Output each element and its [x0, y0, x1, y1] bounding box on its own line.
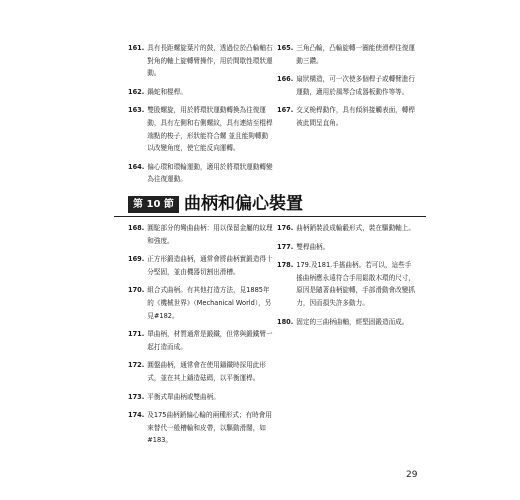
entry — [277, 259, 417, 309]
section-number-badge: 第 10 節 — [128, 196, 179, 213]
section-title: 曲柄和偏心裝置 — [184, 194, 303, 214]
entry — [277, 73, 417, 98]
page-number: 29 — [406, 470, 418, 480]
entry-number: 163. — [128, 106, 145, 115]
entry-text: 179.及181.手搖曲柄。若可以，這些手搖曲柄應永遠符合手用鬆散木環的尺寸，原因是隨著曲柄旋轉，手部滑動會改變抓力，因而損失許多動力。 — [296, 261, 415, 307]
entry — [128, 86, 274, 99]
entry-text: 固定的三曲柄曲軸，經堅固鍛造而成。 — [296, 317, 409, 326]
entry-text: 三角凸輪，凸輪旋轉一圈能使滑桿往復運動三鑽。 — [296, 44, 415, 65]
entries-column-bottom-right — [277, 222, 417, 334]
entry-number: 173. — [128, 392, 145, 401]
entry-text: 圓盤曲柄，通常會在使用鑄鐵時採用此形式，並在其上鑄造砝碼，以平衡運桿。 — [147, 361, 266, 382]
entry — [128, 359, 274, 384]
entry — [128, 328, 274, 353]
entries-column-top-left — [128, 42, 274, 192]
entry-text: 扇狀構造，可一次使多個桿子或轉臂進行運動，適用於風琴合成器板動作等等。 — [296, 75, 415, 96]
entry-number: 171. — [128, 330, 145, 339]
entry-text: 正方形鍛造曲柄，通常會將曲柄實鍛造得十分堅固，並由機器切割出滑槽。 — [147, 255, 273, 276]
entry-number: 166. — [277, 75, 294, 84]
entry-text: 單曲柄，材質通常是鍛鐵，但常與鍛鐵臂一起打造而成。 — [147, 330, 273, 351]
entry-number: 168. — [128, 224, 145, 232]
entry-text: 及175曲柄銷偏心輪的兩種形式；有時會用來替代一般槽輪和皮帶，以驅動滑闊，如#183。 — [147, 411, 272, 445]
entry — [128, 222, 274, 247]
entry-number: 170. — [128, 286, 145, 295]
entry-number: 164. — [128, 162, 145, 171]
entry-number: 174. — [128, 411, 145, 420]
entry-text: 交叉桅桿動作，具有傾斜接觸表面，轉桿被此間呈直角。 — [296, 106, 415, 127]
entry-text: 曲柄銷裝設成輪轂形式，裝在驅動軸上。 — [296, 224, 415, 232]
entry-text: 偏心環和環輪運動，適用於將環狀運動轉變為往復運動。 — [147, 162, 273, 184]
entry — [277, 316, 417, 329]
entry-text: 平衡式單曲柄或雙曲柄。 — [147, 392, 220, 401]
section-heading — [114, 192, 426, 217]
entries-column-top-right — [277, 42, 417, 136]
entry — [277, 104, 417, 129]
entry — [277, 42, 417, 67]
entry — [128, 104, 274, 154]
entry-number: 177. — [277, 242, 294, 251]
entry-text: 圓駝部分的彎曲曲柄：用以保留金屬的紋理和強度。 — [147, 224, 273, 245]
entry-text: 雙桿曲柄。 — [296, 242, 330, 251]
entry-number: 162. — [128, 87, 145, 96]
entry-number: 161. — [128, 44, 145, 52]
entry-text: 雙股螺旋，用於將環狀運動轉換為往復運動，具有左側和右側螺紋，具有連結至棍桿端點的梭子，形狀能符合螺 並且能夠轉動以改變角度，使它能反向運轉。 — [147, 106, 273, 153]
entry-number: 165. — [277, 44, 294, 52]
entry — [128, 253, 274, 278]
entry — [277, 241, 417, 254]
entry-text: 組合式曲柄。有其他打造方法，見1885年的《機械世界》（Mechanical World），另見#182。 — [147, 286, 272, 320]
entry — [128, 409, 274, 447]
entry-text: 具有長距螺旋葉片的鼓，透過位於凸輪軸右對角的軸上旋轉臂操作，用於間歇性環狀運動。 — [147, 44, 273, 78]
entry-number: 169. — [128, 255, 145, 264]
entry — [128, 161, 274, 186]
entry — [128, 391, 274, 404]
entry-number: 180. — [277, 317, 294, 326]
entry-number: 172. — [128, 361, 145, 370]
entries-column-bottom-left — [128, 222, 274, 453]
entry-number: 167. — [277, 106, 294, 115]
entry — [128, 284, 274, 322]
entry — [128, 42, 274, 80]
entry-text: 鍋蛇和棍桿。 — [147, 87, 187, 96]
entry — [277, 222, 417, 235]
entry-number: 178. — [277, 261, 294, 270]
entry-number: 176. — [277, 224, 294, 232]
